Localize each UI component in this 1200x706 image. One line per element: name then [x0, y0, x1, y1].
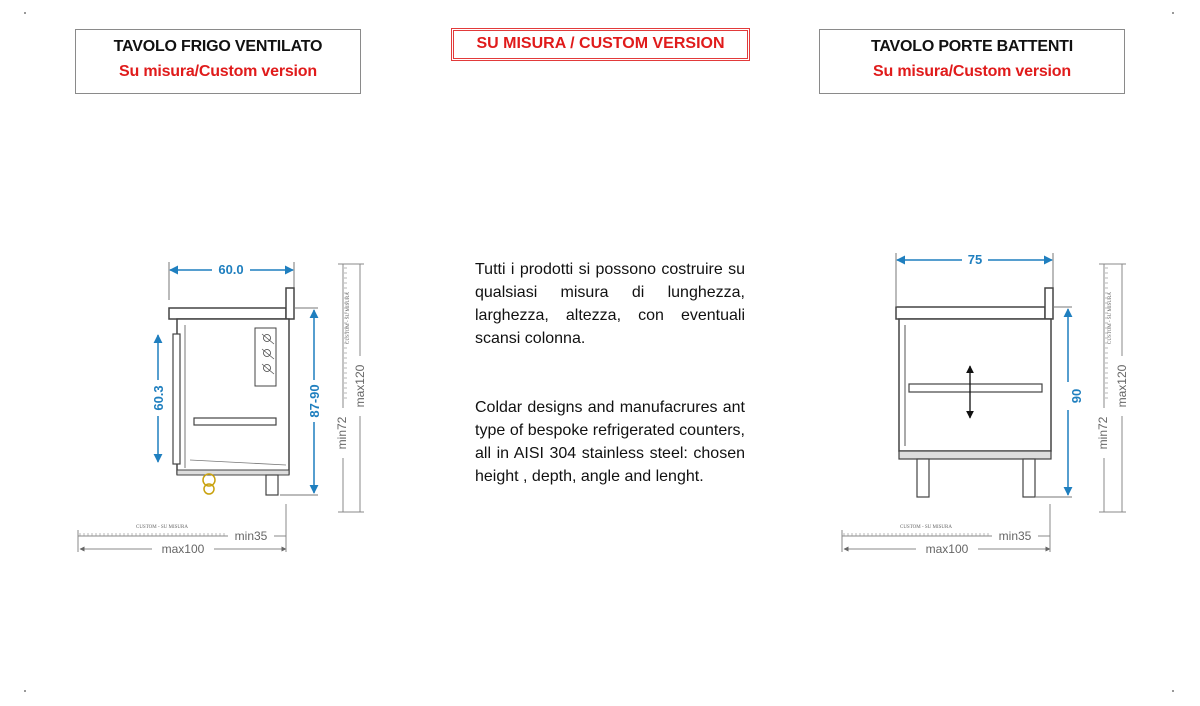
corner-mark — [24, 690, 26, 692]
right-width-dimension — [896, 252, 1053, 306]
left-height-label: 87-90 — [307, 384, 322, 418]
right-max-height-label: max120 — [1115, 364, 1129, 408]
description-english: Coldar designs and manufacrures ant type of bespoke refrigerated counters, all in AISI 304 stainless steel: chosen height , depth, angle and lenght. — [475, 399, 745, 485]
left-depth-scale — [78, 504, 286, 556]
right-title: TAVOLO PORTE BATTENTI — [870, 38, 1073, 55]
right-height-label: 90 — [1069, 388, 1084, 404]
right-min-height-label: min72 — [1096, 416, 1110, 450]
center-banner: SU MISURA / CUSTOM VERSION — [453, 30, 748, 59]
right-drawing — [842, 252, 1129, 556]
right-vertical-scale-label: CUSTOM - SU MISURA — [1108, 291, 1113, 345]
left-subtitle: Su misura/Custom version — [119, 63, 317, 80]
left-max-depth-label: max100 — [161, 542, 205, 556]
right-height-scale — [1096, 264, 1129, 512]
right-max-depth-label: max100 — [925, 542, 969, 556]
right-width-label: 75 — [967, 252, 983, 267]
left-width-label: 60.0 — [218, 262, 244, 277]
corner-mark — [1172, 690, 1174, 692]
left-door-height-dimension — [150, 335, 166, 462]
left-min-depth-label: min35 — [234, 529, 268, 543]
left-door-height-label: 60.3 — [151, 385, 166, 411]
left-counter-body — [169, 288, 294, 495]
left-height-scale — [335, 264, 367, 512]
left-min-height-label: min72 — [335, 416, 349, 450]
left-drawing — [78, 262, 367, 556]
corner-mark — [24, 12, 26, 14]
left-vertical-scale-label: CUSTOM - SU MISURA — [346, 291, 351, 345]
left-title: TAVOLO FRIGO VENTILATO — [113, 38, 323, 55]
right-depth-scale-label: CUSTOM - SU MISURA — [899, 525, 953, 530]
right-counter-body — [896, 288, 1053, 497]
right-depth-scale — [842, 504, 1050, 556]
left-depth-scale-label: CUSTOM - SU MISURA — [135, 525, 189, 530]
left-max-height-label: max120 — [353, 364, 367, 408]
description-italian: Tutti i prodotti si possono costruire su qualsiasi misura di lunghezza, larghezza, altezza, con eventuali scansi colonna. — [475, 261, 745, 347]
right-min-depth-label: min35 — [998, 529, 1032, 543]
left-width-dimension — [169, 262, 294, 300]
corner-mark — [1172, 12, 1174, 14]
right-subtitle: Su misura/Custom version — [873, 63, 1071, 80]
